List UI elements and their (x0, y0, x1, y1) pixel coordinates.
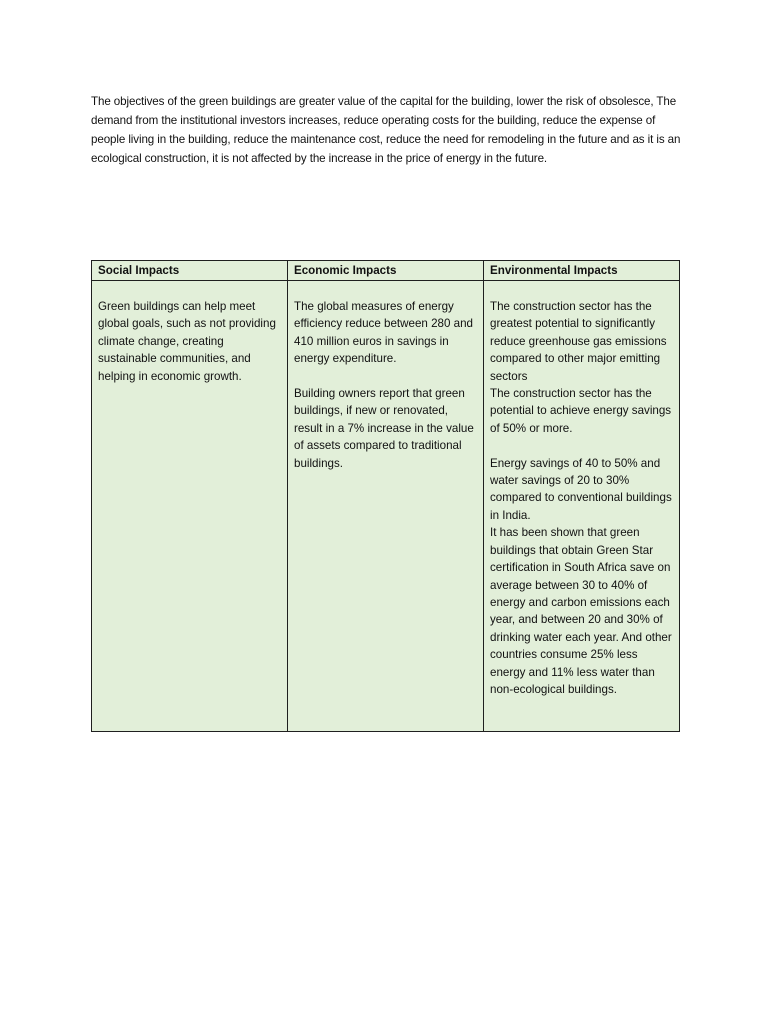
social-impacts-cell (92, 281, 288, 732)
environmental-impacts-text-3: Energy savings of 40 to 50% and water savings of 20 to 30% compared to conventional buildings in India. (490, 456, 672, 522)
economic-impacts-text-2: Building owners report that green buildings, if new or renovated, result in a 7% increase in the value of assets compared to traditional buildings. (294, 387, 474, 470)
header-economic-impacts: Economic Impacts (288, 261, 484, 281)
table-row (92, 281, 680, 732)
impacts-table (91, 260, 680, 732)
table-header-row (92, 261, 680, 281)
header-environmental-impacts: Environmental Impacts (484, 261, 680, 281)
environmental-impacts-cell (484, 281, 680, 732)
economic-impacts-cell (288, 281, 484, 732)
environmental-impacts-text-4: It has been shown that green buildings that obtain Green Star certification in South Africa save on average between 30 to 40% of energy and carbon emissions each year, and between 20 and 30% of drinking water each year. And other countries consume 25% less energy and 11% less water than non-ecological buildings. (490, 526, 672, 696)
intro-paragraph: The objectives of the green buildings are greater value of the capital for the building, lower the risk of obsolesce, The demand from the institutional investors increases, reduce operating costs for the building, reduce the expense of people living in the building, reduce the maintenance cost, reduce the need for remodeling in the future and as it is an ecological construction, it is not affected by the increase in the price of energy in the future. (91, 95, 681, 165)
environmental-impacts-text-1: The construction sector has the greatest potential to significantly reduce greenhouse gas emissions compared to other major emitting sectors (490, 300, 667, 383)
social-impacts-text: Green buildings can help meet global goals, such as not providing climate change, creating sustainable communities, and helping in economic growth. (98, 300, 276, 383)
economic-impacts-text-1: The global measures of energy efficiency reduce between 280 and 410 million euros in savings in energy expenditure. (294, 300, 473, 366)
header-social-impacts: Social Impacts (92, 261, 288, 281)
environmental-impacts-text-2: The construction sector has the potential to achieve energy savings of 50% or more. (490, 387, 672, 435)
